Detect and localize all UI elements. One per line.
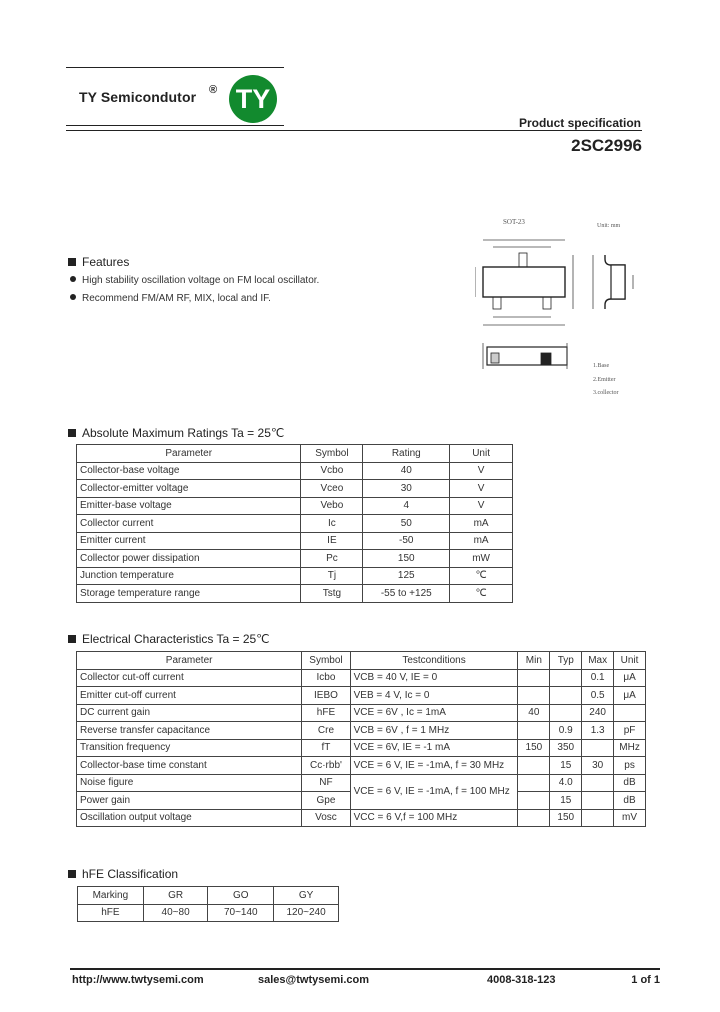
table-cell: 150 bbox=[550, 809, 582, 827]
page-number: 1 of 1 bbox=[631, 974, 660, 986]
round-bullet-icon bbox=[70, 294, 76, 300]
header-cell: GY bbox=[274, 887, 339, 905]
table-cell: 0.1 bbox=[582, 669, 614, 687]
header-cell: GR bbox=[143, 887, 208, 905]
table-cell: 0.5 bbox=[582, 687, 614, 705]
table-cell: Noise figure bbox=[77, 774, 302, 792]
hfe-classification-table bbox=[77, 886, 339, 922]
table-header-row bbox=[77, 445, 513, 463]
unit-label: Unit: mm bbox=[597, 223, 621, 229]
registered-mark: ® bbox=[209, 84, 218, 96]
table-row bbox=[77, 497, 513, 515]
table-cell: Emitter cut-off current bbox=[77, 687, 302, 705]
table-row bbox=[77, 550, 513, 568]
table-cell: DC current gain bbox=[77, 704, 302, 722]
sot23-drawing-svg bbox=[475, 215, 655, 400]
square-bullet-icon bbox=[68, 870, 76, 878]
table-cell: 150 bbox=[363, 550, 450, 568]
table-row bbox=[77, 515, 513, 533]
table-row bbox=[77, 704, 646, 722]
table-row bbox=[77, 722, 646, 740]
part-number: 2SC2996 bbox=[571, 136, 642, 155]
table-cell: Transition frequency bbox=[77, 739, 302, 757]
table-cell: Pc bbox=[301, 550, 363, 568]
package-outline-drawing bbox=[475, 215, 655, 400]
table-cell: MHz bbox=[614, 739, 646, 757]
table-cell: IEBO bbox=[302, 687, 350, 705]
table-row bbox=[77, 687, 646, 705]
table-cell: 40 bbox=[363, 462, 450, 480]
table-cell: mA bbox=[450, 532, 513, 550]
table-cell: V bbox=[450, 462, 513, 480]
table-cell bbox=[550, 687, 582, 705]
table-cell: hFE bbox=[78, 904, 144, 922]
feature-item: Recommend FM/AM RF, MIX, local and IF. bbox=[70, 293, 271, 304]
table-cell: ℃ bbox=[450, 567, 513, 585]
table-cell: VCE = 6V , Ic = 1mA bbox=[350, 704, 518, 722]
table-cell: Cre bbox=[302, 722, 350, 740]
table-cell: VCE = 6 V, IE = -1mA, f = 30 MHz bbox=[350, 757, 518, 775]
table-cell: Tstg bbox=[301, 585, 363, 603]
table-cell: NF bbox=[302, 774, 350, 792]
phone-number: 4008-318-123 bbox=[487, 974, 556, 986]
table-cell: 15 bbox=[550, 792, 582, 810]
table-cell: Vcbo bbox=[301, 462, 363, 480]
table-cell bbox=[550, 704, 582, 722]
table-cell: 4.0 bbox=[550, 774, 582, 792]
table-cell: Cc·rbb' bbox=[302, 757, 350, 775]
header-cell: Typ bbox=[550, 652, 582, 670]
table-header-row bbox=[78, 887, 339, 905]
table-cell bbox=[518, 669, 550, 687]
table-cell: 4 bbox=[363, 497, 450, 515]
table-row bbox=[77, 757, 646, 775]
table-cell: Collector-base voltage bbox=[77, 462, 301, 480]
table-row bbox=[77, 739, 646, 757]
abs-max-table bbox=[76, 444, 513, 603]
table-row bbox=[77, 669, 646, 687]
table-cell: ps bbox=[614, 757, 646, 775]
table-cell bbox=[518, 757, 550, 775]
table-cell: 120~240 bbox=[274, 904, 339, 922]
table-cell: Tj bbox=[301, 567, 363, 585]
table-row bbox=[77, 809, 646, 827]
round-bullet-icon bbox=[70, 276, 76, 282]
table-row bbox=[77, 567, 513, 585]
table-cell: Vebo bbox=[301, 497, 363, 515]
header-cell: Unit bbox=[614, 652, 646, 670]
table-cell: 150 bbox=[518, 739, 550, 757]
table-cell: V bbox=[450, 480, 513, 498]
table-cell: 0.9 bbox=[550, 722, 582, 740]
table-cell: Vosc bbox=[302, 809, 350, 827]
table-header-row bbox=[77, 652, 646, 670]
table-cell: hFE bbox=[302, 704, 350, 722]
electrical-characteristics-table bbox=[76, 651, 646, 827]
table-row bbox=[77, 462, 513, 480]
square-bullet-icon bbox=[68, 258, 76, 266]
table-cell: Reverse transfer capacitance bbox=[77, 722, 302, 740]
table-cell: VCB = 6V , f = 1 MHz bbox=[350, 722, 518, 740]
pin-3-label: 3.collector bbox=[593, 390, 619, 396]
table-cell bbox=[518, 809, 550, 827]
table-cell: Vceo bbox=[301, 480, 363, 498]
table-cell: 50 bbox=[363, 515, 450, 533]
table-cell: Collector power dissipation bbox=[77, 550, 301, 568]
table-cell: dB bbox=[614, 774, 646, 792]
table-row bbox=[78, 904, 339, 922]
header-cell: Marking bbox=[78, 887, 144, 905]
header-cell: Parameter bbox=[77, 652, 302, 670]
square-bullet-icon bbox=[68, 429, 76, 437]
header-cell: GO bbox=[208, 887, 274, 905]
table-cell: mA bbox=[450, 515, 513, 533]
table-cell bbox=[582, 792, 614, 810]
table-cell: μA bbox=[614, 687, 646, 705]
table-cell: VEB = 4 V, Ic = 0 bbox=[350, 687, 518, 705]
package-name-label: SOT-23 bbox=[503, 218, 525, 226]
table-cell: Icbo bbox=[302, 669, 350, 687]
table-cell: Emitter-base voltage bbox=[77, 497, 301, 515]
brand-name: TY Semicondutor bbox=[79, 89, 197, 105]
ty-logo: TY bbox=[229, 75, 277, 123]
table-cell: fT bbox=[302, 739, 350, 757]
table-cell: Collector current bbox=[77, 515, 301, 533]
table-cell bbox=[518, 687, 550, 705]
header-cell: Max bbox=[582, 652, 614, 670]
table-cell: mW bbox=[450, 550, 513, 568]
pin-2-label: 2.Emitter bbox=[593, 377, 616, 383]
website-link[interactable]: http://www.twtysemi.com bbox=[72, 974, 204, 986]
table-cell bbox=[614, 704, 646, 722]
merged-condition-cell: VCE = 6 V, IE = -1mA, f = 100 MHz bbox=[350, 774, 518, 809]
table-cell bbox=[582, 774, 614, 792]
pin-1-label: 1.Base bbox=[593, 363, 610, 369]
table-cell: 40 bbox=[518, 704, 550, 722]
table-cell: VCC = 6 V,f = 100 MHz bbox=[350, 809, 518, 827]
hfe-section-title: hFE Classification bbox=[68, 867, 178, 881]
table-cell: pF bbox=[614, 722, 646, 740]
header-cell: Testconditions bbox=[350, 652, 518, 670]
table-cell: -55 to +125 bbox=[363, 585, 450, 603]
table-cell: ℃ bbox=[450, 585, 513, 603]
table-cell: Collector-emitter voltage bbox=[77, 480, 301, 498]
table-cell: 1.3 bbox=[582, 722, 614, 740]
table-cell: 30 bbox=[363, 480, 450, 498]
table-cell: Junction temperature bbox=[77, 567, 301, 585]
table-cell: Oscillation output voltage bbox=[77, 809, 302, 827]
table-cell: 70~140 bbox=[208, 904, 274, 922]
table-cell bbox=[550, 669, 582, 687]
header-cell: Min bbox=[518, 652, 550, 670]
table-row bbox=[77, 532, 513, 550]
table-row bbox=[77, 585, 513, 603]
table-row bbox=[77, 774, 646, 792]
feature-item: High stability oscillation voltage on FM local oscillator. bbox=[70, 275, 319, 286]
header-cell: Unit bbox=[450, 445, 513, 463]
header-cell: Symbol bbox=[301, 445, 363, 463]
table-cell: μA bbox=[614, 669, 646, 687]
table-cell: 40~80 bbox=[143, 904, 208, 922]
features-section-title: Features bbox=[68, 255, 129, 269]
header-cell: Rating bbox=[363, 445, 450, 463]
header-cell: Parameter bbox=[77, 445, 301, 463]
header-cell: Symbol bbox=[302, 652, 350, 670]
table-cell bbox=[582, 739, 614, 757]
table-cell: dB bbox=[614, 792, 646, 810]
table-cell: Gpe bbox=[302, 792, 350, 810]
abs-max-section-title: Absolute Maximum Ratings Ta = 25℃ bbox=[68, 426, 284, 440]
square-bullet-icon bbox=[68, 635, 76, 643]
table-cell: VCE = 6V, IE = -1 mA bbox=[350, 739, 518, 757]
elec-section-title: Electrical Characteristics Ta = 25℃ bbox=[68, 632, 270, 646]
table-cell: 350 bbox=[550, 739, 582, 757]
table-cell: mV bbox=[614, 809, 646, 827]
table-cell: V bbox=[450, 497, 513, 515]
table-cell bbox=[518, 792, 550, 810]
table-cell: Storage temperature range bbox=[77, 585, 301, 603]
table-cell bbox=[582, 809, 614, 827]
table-cell: 30 bbox=[582, 757, 614, 775]
table-cell: 15 bbox=[550, 757, 582, 775]
table-cell: Collector-base time constant bbox=[77, 757, 302, 775]
table-cell: Collector cut-off current bbox=[77, 669, 302, 687]
table-cell: Ic bbox=[301, 515, 363, 533]
email-link[interactable]: sales@twtysemi.com bbox=[258, 974, 369, 986]
table-cell bbox=[518, 722, 550, 740]
product-specification-label: Product specification bbox=[518, 116, 641, 130]
table-cell: VCB = 40 V, IE = 0 bbox=[350, 669, 518, 687]
table-cell bbox=[518, 774, 550, 792]
table-cell: IE bbox=[301, 532, 363, 550]
table-cell: 240 bbox=[582, 704, 614, 722]
table-cell: Power gain bbox=[77, 792, 302, 810]
table-cell: Emitter current bbox=[77, 532, 301, 550]
table-cell: 125 bbox=[363, 567, 450, 585]
table-cell: -50 bbox=[363, 532, 450, 550]
table-row bbox=[77, 480, 513, 498]
